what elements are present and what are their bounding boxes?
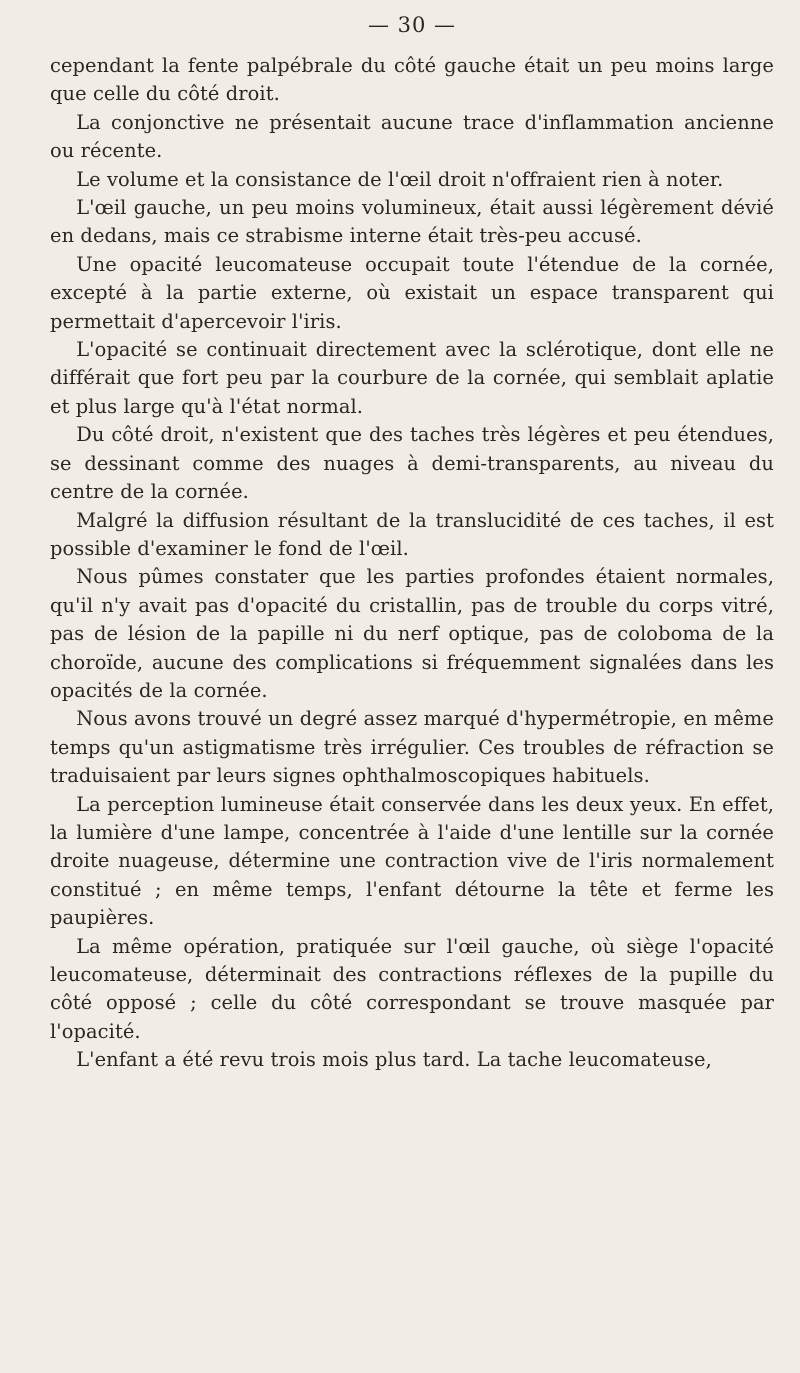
paragraph-7: Du côté droit, n'existent que des taches très légères et peu étendues, se dessinant comme des nuages à demi-transparents, au niveau du centre de la cornée. bbox=[50, 423, 774, 504]
paragraph-11: La perception lumineuse était conservée dans les deux yeux. En effet, la lumière d'une lampe, concentrée à l'aide d'une lentille sur la cornée droite nuageuse, détermine une contraction vive de l'iris normalement constitué ; en même temps, l'enfant détourne la tête et ferme les paupières. bbox=[50, 792, 774, 930]
paragraph-4: L'œil gauche, un peu moins volumineux, était aussi légèrement dévié en dedans, mais ce strabisme interne était très-peu accusé. bbox=[50, 196, 774, 248]
page-number: — 30 — bbox=[367, 13, 457, 37]
paragraph-5: Une opacité leucomateuse occupait toute l'étendue de la cornée, excepté à la partie externe, où existait un espace transparent qui permettait d'apercevoir l'iris. bbox=[50, 252, 774, 333]
paragraph-2: La conjonctive ne présentait aucune trace d'inflammation ancienne ou récente. bbox=[50, 110, 774, 163]
paragraph-3: Le volume et la consistance de l'œil droit n'offraient rien à noter. bbox=[76, 167, 724, 191]
paragraph-1: cependant la fente palpébrale du côté gauche était un peu moins large que celle du côté droit. bbox=[50, 54, 774, 106]
paragraph-8: Malgré la diffusion résultant de la translucidité de ces taches, il est possible d'examiner le fond de l'œil. bbox=[50, 508, 774, 560]
paragraph-13: L'enfant a été revu trois mois plus tard. La tache leucomateuse, bbox=[76, 1048, 712, 1072]
paragraph-10: Nous avons trouvé un degré assez marqué d'hypermétropie, en même temps qu'un astigmatisme très irrégulier. Ces troubles de réfraction se traduisaient par leurs signes ophthalmoscopiques habituels. bbox=[50, 707, 774, 788]
paragraph-12: La même opération, pratiquée sur l'œil gauche, où siège l'opacité leucomateuse, déterminait des contractions réflexes de la pupille du côté opposé ; celle du côté correspondant se trouve masquée par l'opacité. bbox=[50, 934, 774, 1043]
body-text bbox=[50, 52, 774, 1075]
paragraph-9: Nous pûmes constater que les parties profondes étaient normales, qu'il n'y avait pas d'opacité du cristallin, pas de trouble du corps vitré, pas de lésion de la papille ni du nerf optique, pas de coloboma de la choroïde, aucune des complications si fréquemment signalées dans les opacités de la cornée. bbox=[50, 565, 774, 702]
paragraph-6: L'opacité se continuait directement avec la sclérotique, dont elle ne différait que fort peu par la courbure de la cornée, qui semblait aplatie et plus large qu'à l'état normal. bbox=[50, 338, 774, 418]
